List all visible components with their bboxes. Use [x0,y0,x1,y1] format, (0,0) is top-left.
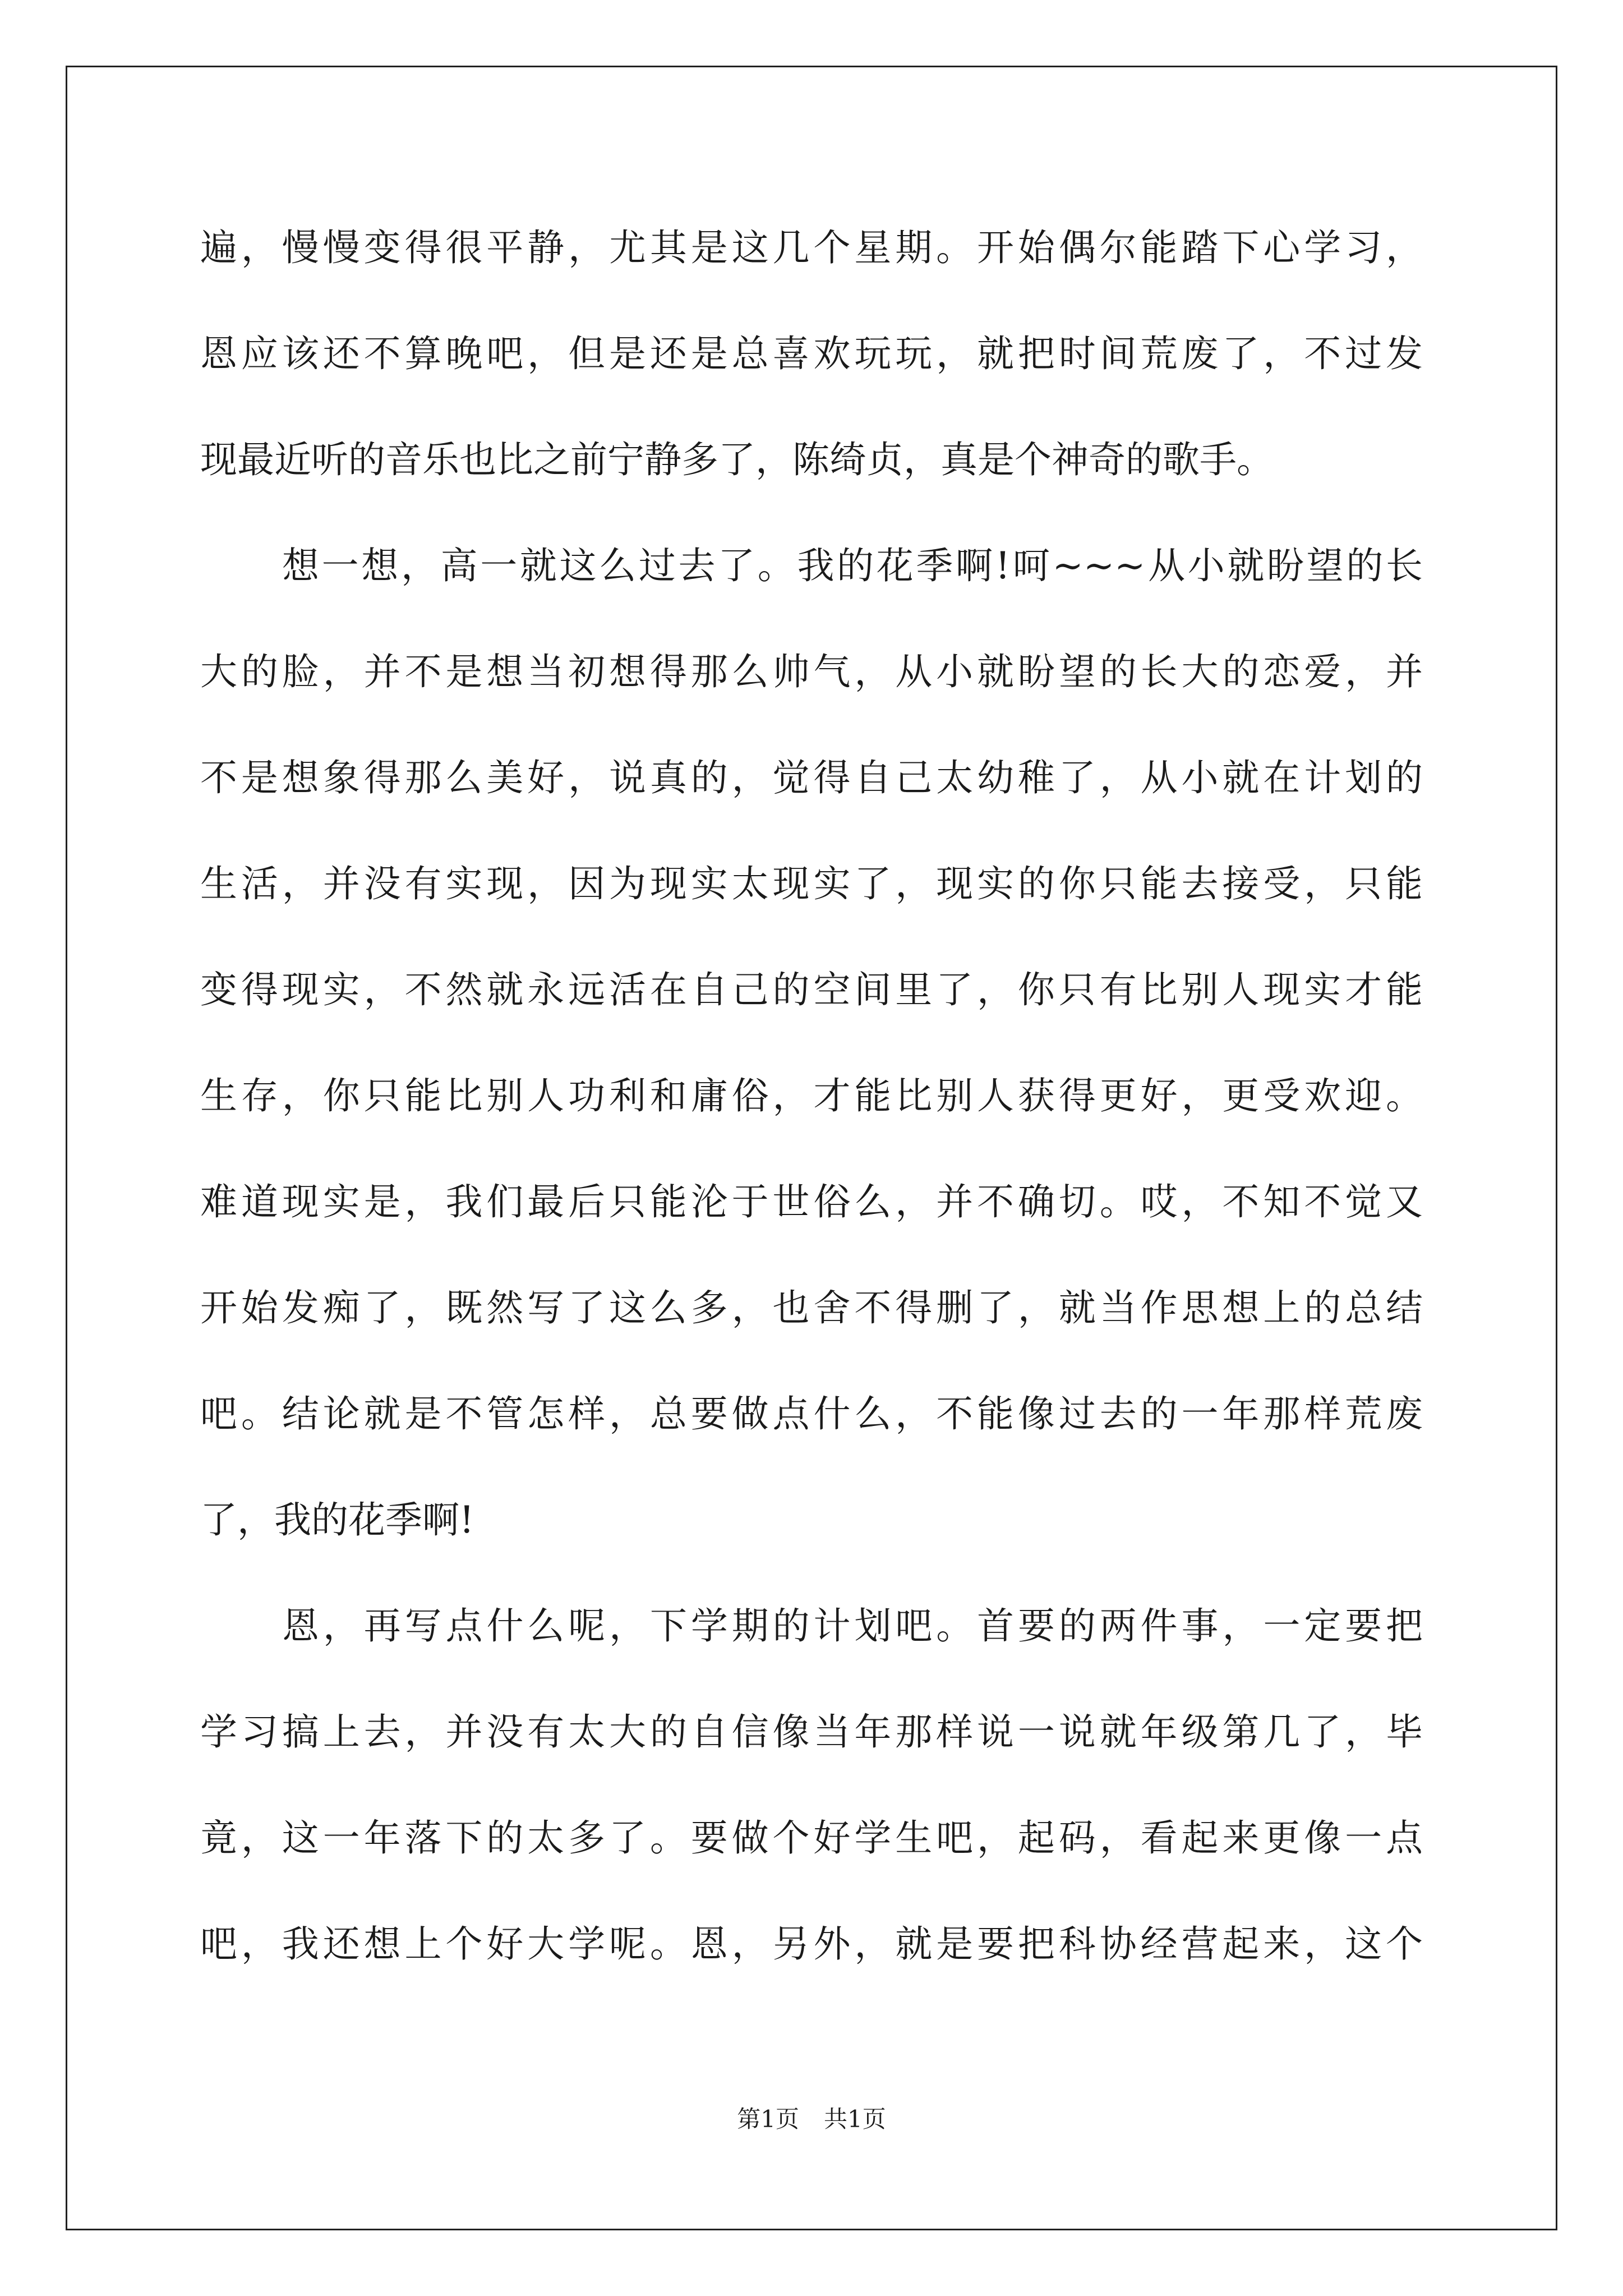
document-body [200,218,1423,2020]
text-line: 学习搞上去，并没有太大的自信像当年那样说一说就年级第几了，毕 [200,1710,1423,1754]
text-line: 恩，再写点什么呢，下学期的计划吧。首要的两件事，一定要把 [282,1604,1423,1648]
text-line: 恩应该还不算晚吧，但是还是总喜欢玩玩，就把时间荒废了，不过发 [200,332,1423,375]
text-line: 生存，你只能比别人功利和庸俗，才能比别人获得更好，更受欢迎。 [200,1074,1423,1117]
text-line: 了，我的花季啊! [200,1498,474,1542]
text-line: 竟，这一年落下的太多了。要做个好学生吧，起码，看起来更像一点 [200,1816,1423,1860]
text-line: 现最近听的音乐也比之前宁静多了，陈绮贞，真是个神奇的歌手。 [200,438,1274,481]
text-line: 生活，并没有实现，因为现实太现实了，现实的你只能去接受，只能 [200,862,1423,905]
text-line: 变得现实，不然就永远活在自己的空间里了，你只有比别人现实才能 [200,968,1423,1011]
text-line: 遍，慢慢变得很平静，尤其是这几个星期。开始偶尔能踏下心学习， [200,226,1423,269]
page-total: 共1页 [824,2105,886,2133]
text-line: 想一想，高一就这么过去了。我的花季啊!呵~~~从小就盼望的长 [282,544,1423,587]
page-number: 第1页 [737,2105,799,2133]
text-line: 难道现实是，我们最后只能沦于世俗么，并不确切。哎，不知不觉又 [200,1180,1423,1223]
page-footer [0,2102,1623,2136]
text-line: 不是想象得那么美好，说真的，觉得自己太幼稚了，从小就在计划的 [200,756,1423,799]
text-line: 吧，我还想上个好大学呢。恩，另外，就是要把科协经营起来，这个 [200,1922,1423,1966]
text-line: 大的脸，并不是想当初想得那么帅气，从小就盼望的长大的恋爱，并 [200,650,1423,693]
text-line: 吧。结论就是不管怎样，总要做点什么，不能像过去的一年那样荒废 [200,1392,1423,1435]
text-line: 开始发痴了，既然写了这么多，也舍不得删了，就当作思想上的总结 [200,1286,1423,1329]
